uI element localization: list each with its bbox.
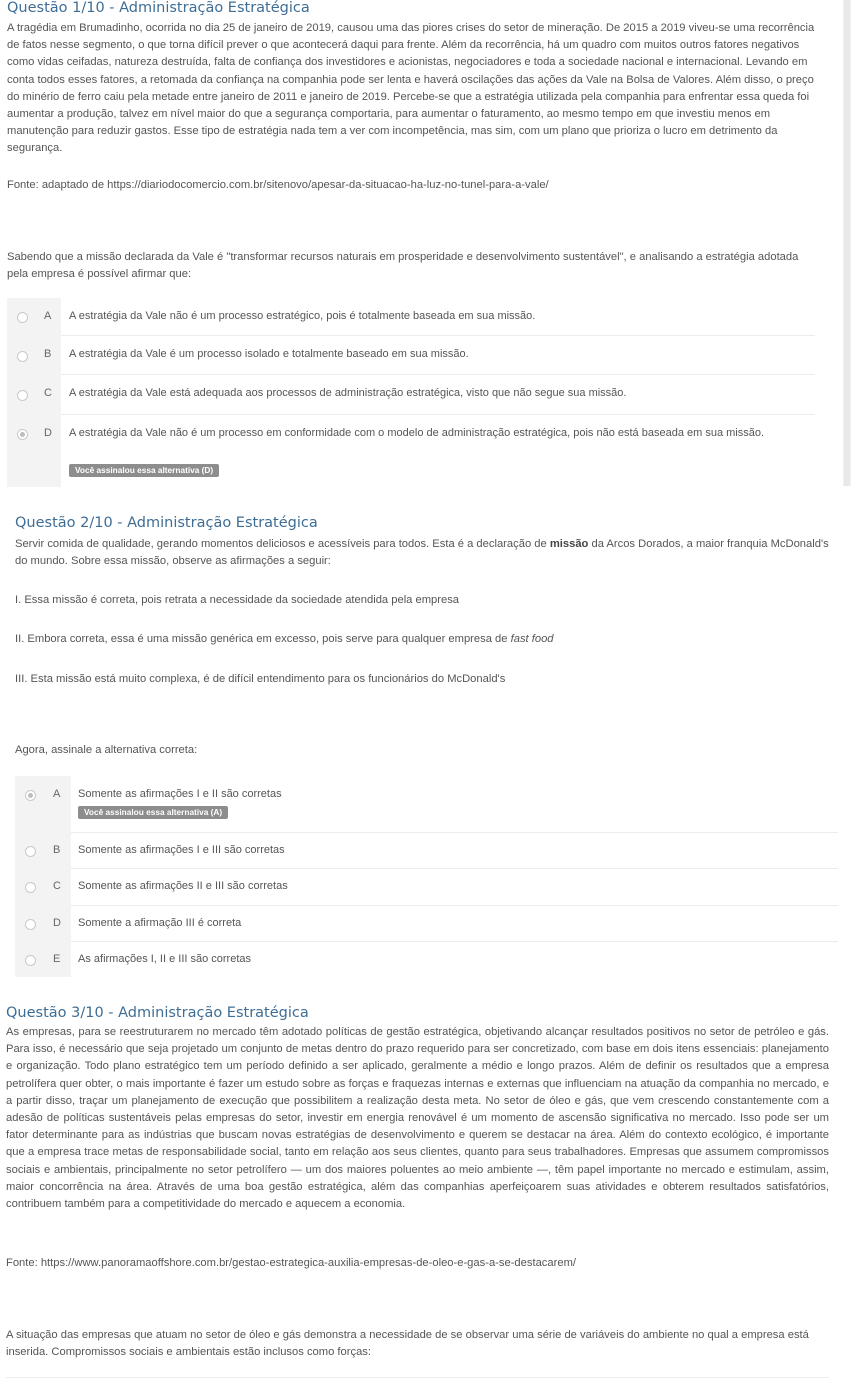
option-letter: E [53,953,61,965]
selected-answer-badge: Você assinalou essa alternativa (A) [78,806,228,819]
statement-2: II. Embora correta, essa é uma missão genérica em excesso, pois serve para qualquer empresa de fast food [15,633,554,645]
options-divider [6,1377,829,1378]
radio-b[interactable] [17,351,28,362]
option-letter: A [53,788,61,800]
question-1-options [7,298,815,487]
option-text: A estratégia da Vale está adequada aos processos de administração estratégica, visto que não segue sua missão. [69,387,627,399]
radio-e[interactable] [25,955,36,966]
option-letter: D [53,917,61,929]
question-3-source: Fonte: https://www.panoramaoffshore.com.br/gestao-estrategica-auxilia-empresas-de-oleo-e-gas-a-se-destacarem/ [6,1257,576,1269]
option-b[interactable] [15,833,838,869]
option-a[interactable] [15,776,838,833]
option-e[interactable] [15,942,838,977]
question-3-title: Questão 3/10 - Administração Estratégica [6,1005,309,1021]
option-b[interactable] [7,336,815,375]
question-2-title: Questão 2/10 - Administração Estratégica [15,515,318,531]
radio-a-selected[interactable] [25,790,36,801]
scrollbar-thumb[interactable] [844,0,850,486]
radio-d-selected[interactable] [17,429,28,440]
radio-d[interactable] [25,919,36,930]
statement-1: I. Essa missão é correta, pois retrata a necessidade da sociedade atendida pela empresa [15,594,460,606]
question-1-body: A tragédia em Brumadinho, ocorrida no dia 25 de janeiro de 2019, causou uma das piores crises do setor de mineração. De 2015 a 2019 viveu-se uma recorrência de fatos nesse segmento, o que torna difícil prever o que acontecerá daqui para frente. Além da recorrência, há um quadro com muitos outros fatores negativos como vidas ceifadas, natureza destruída, falta de confiança dos investidores e acionistas, negociadores e toda a sociedade nacional e internacional. Levando em conta todos esses fatores, a retomada da confiança na companhia pode ser lenta e haverá oscilações das ações da Vale na Bolsa de Valores. Além disso, o preço do minério de ferro caiu pela metade entre janeiro de 2011 e janeiro de 2019. Percebe-se que a estratégia utilizada pela companhia para enfrentar essa queda foi aumentar a produção, talvez em nível maior do que a segurança comportaria, para aumentar o faturamento, ao mesmo tempo em que investiu menos em manutenção para reduzir gastos. Esse tipo de estratégia nada tem a ver com incompetência, mas sim, com um plano que prioriza o lucro em detrimento da segurança. [7,22,815,155]
option-letter: C [44,387,52,399]
option-letter: C [53,880,61,892]
option-a[interactable] [7,298,815,336]
selected-answer-badge: Você assinalou essa alternativa (D) [69,464,219,477]
question-3-prompt: A situação das empresas que atuam no setor de óleo e gás demonstra a necessidade de se observar uma série de variáveis do ambiente no qual a empresa está inserida. Compromissos sociais e ambientais estão inclusos como forças: [6,1329,809,1359]
option-letter: D [44,427,52,439]
mission-term: missão [549,538,589,550]
option-text: A estratégia da Vale não é um processo estratégico, pois é totalmente baseada em sua missão. [69,310,536,322]
statement-3: III. Esta missão está muito complexa, é de difícil entendimento para os funcionários do McDonald's [15,673,506,685]
option-text: As afirmações I, II e III são corretas [78,953,252,965]
option-c[interactable] [7,375,815,415]
question-3-body: As empresas, para se reestruturarem no mercado têm adotado políticas de gestão estratégica, objetivando alcançar resultados positivos no setor de petróleo e gás. Para isso, é necessário que seja projetado um conjunto de metas dentro do prazo requerido para ser concretizado, com base em dois itens essenciais: planejamento e organização. Todo plano estratégico tem um período definido a ser aplicado, geralmente a médio e longo prazos. Além de definir os resultados que a empresa petrolífera quer obter, o mais importante é fazer um estudo sobre as forças e fraquezas internas e externas que influenciam na atuação da companhia no mercado, e a partir disso, traçar um planejamento de execução que possibilitem a realização desta meta. No setor de óleo e gás, que vem crescendo constantemente com a adesão de políticas sustentáveis pelas empresas do setor, investir em energia renovável é um momento de ascensão significativa no mercado. Isso pode ser um fator determinante para as indústrias que buscam novas estratégias de desenvolvimento e querem se destacar na área. Além do contexto ecológico, é importante que a empresa trace metas de responsabilidade social, tanto em relação aos seus clientes, quanto para seus trabalhadores. Empresas que assumem compromissos sociais e ambientais, principalmente no setor petrolífero — um dos maiores poluentes ao meio ambiente —, têm papel importante no mercado e estimulam, assim, maior concorrência na área. Através de uma boa gestão estratégica, além das companhias aperfeiçoarem suas atividades e obterem resultados satisfatórios, contribuem também para a competitividade do mercado e aquecem a economia. [6,1026,829,1211]
question-1-prompt: Sabendo que a missão declarada da Vale é "transformar recursos naturais em prosperidade e desenvolvimento sustentável", e analisando a estratégia adotada pela empresa é possível afirmar que: [7,251,799,281]
option-text: Somente as afirmações I e III são corretas [78,844,285,856]
question-2-prompt: Agora, assinale a alternativa correta: [15,744,198,756]
option-text: Somente as afirmações II e III são corretas [78,880,288,892]
option-letter: A [44,310,52,322]
option-text: Somente a afirmação III é correta [78,917,242,929]
option-letter: B [44,348,52,360]
option-text: A estratégia da Vale é um processo isolado e totalmente baseado em sua missão. [69,348,469,360]
question-2-options [15,776,838,977]
option-letter: B [53,844,61,856]
question-1-title: Questão 1/10 - Administração Estratégica [7,0,310,16]
radio-c[interactable] [25,882,36,893]
fast-food-term: fast food [510,633,554,645]
question-1-source: Fonte: adaptado de https://diariodocomercio.com.br/sitenovo/apesar-da-situacao-ha-luz-no-tunel-para-a-vale/ [7,179,549,191]
radio-a[interactable] [17,312,28,323]
option-text: Somente as afirmações I e II são corretas [78,788,282,800]
radio-b[interactable] [25,846,36,857]
radio-c[interactable] [17,390,28,401]
option-c[interactable] [15,869,838,906]
scrollbar[interactable] [843,0,851,486]
option-text: A estratégia da Vale não é um processo em conformidade com o modelo de administração estratégica, pois não está baseada em sua missão. [69,427,765,439]
option-d[interactable] [7,415,815,487]
option-d[interactable] [15,906,838,942]
question-2-body: Servir comida de qualidade, gerando momentos deliciosos e acessíveis para todos. Esta é a declaração de missão da Arcos Dorados, a maior franquia McDonald's do mundo. Sobre essa missão, observe as afirmações a seguir: [15,538,829,568]
